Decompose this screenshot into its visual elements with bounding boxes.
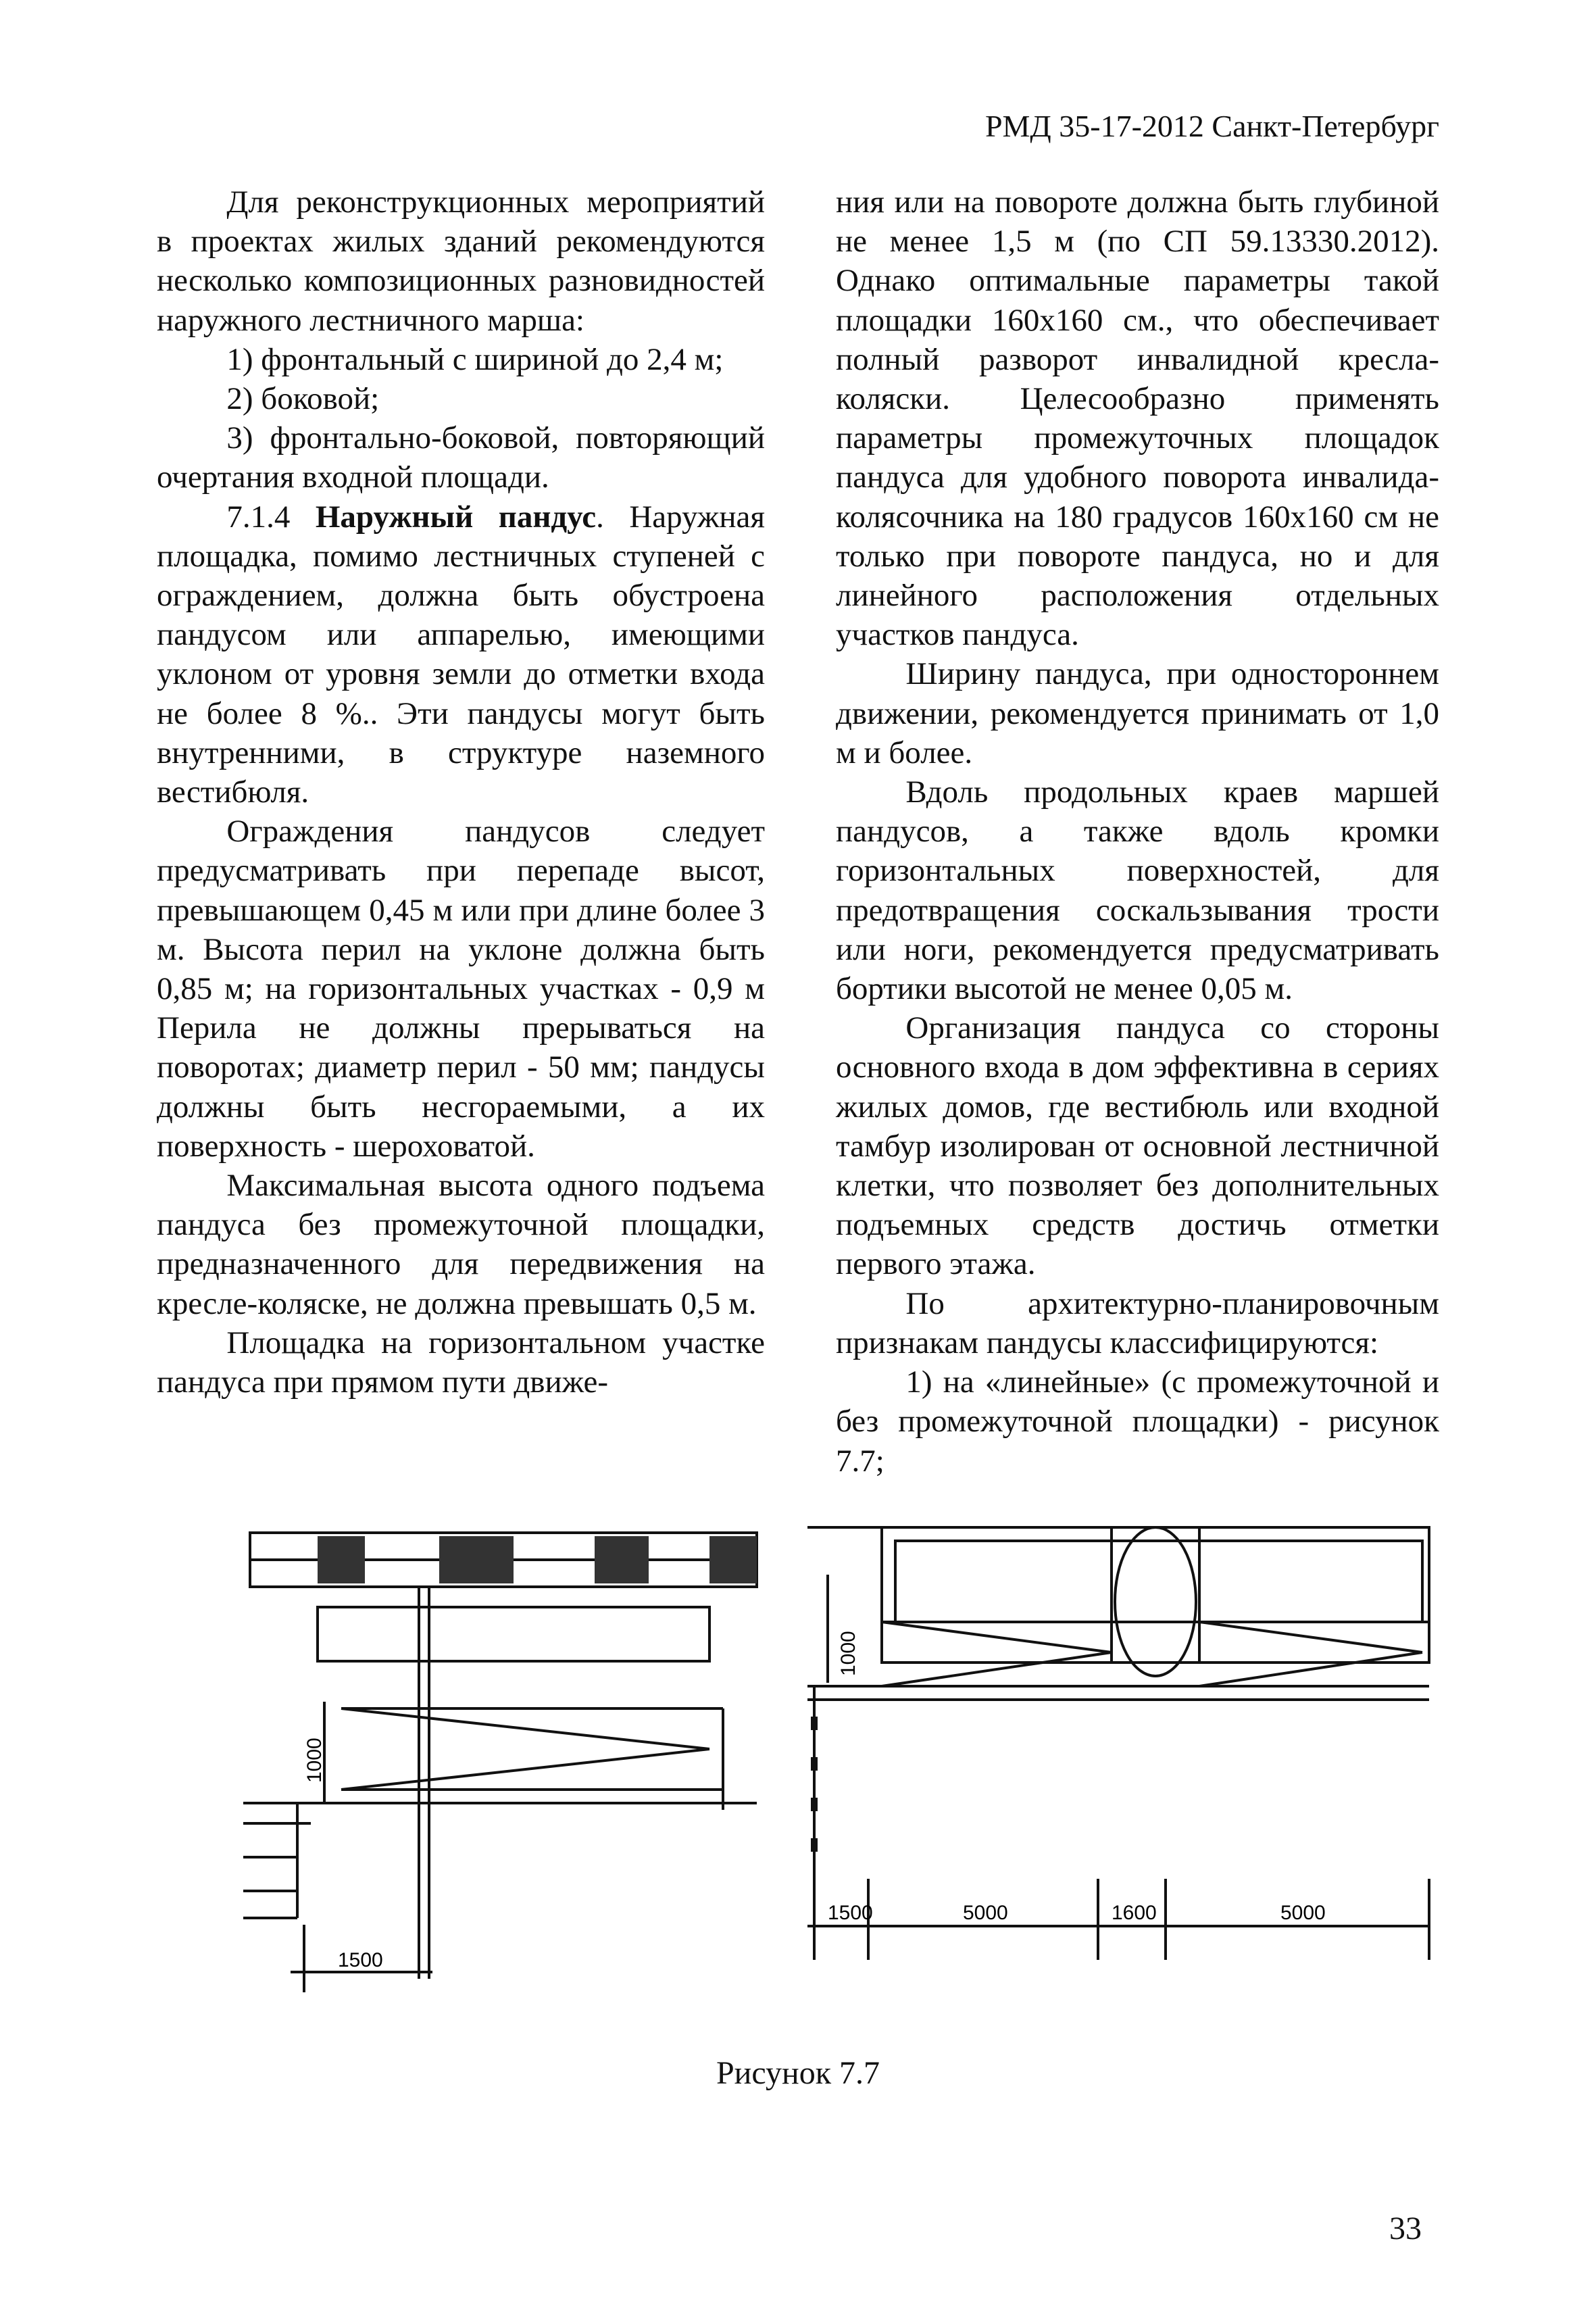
page-number: 33 — [1389, 2211, 1422, 2246]
dimension-1500: 1500 — [338, 1949, 383, 1971]
dimension-5000-a: 5000 — [963, 1902, 1008, 1924]
list-item: 1) на «линейные» (с промежуточной и без промежуточной площадки) - рисунок 7.7; — [836, 1364, 1439, 1479]
paragraph: ния или на повороте должна быть глубиной не менее 1,5 м (по СП 59.13330.2012). Однако оптимальные параметры такой площадки 160x160 см., что обеспечивает полный разворот инвалидной кресла-коляски. Целесообразно применять параметры промежуточных площадок пандуса для удобного поворота инвалида-колясочника на 180 градусов 160x160 см не только при повороте пандуса, но и для линейного расположения отдельных участков пандуса. — [836, 184, 1439, 653]
ramp-drawing-left-svg — [236, 1519, 777, 1992]
paragraph: По архитектурно-планировочным признакам пандусы классифицируются: — [836, 1285, 1439, 1360]
paragraph: Вдоль продольных краев маршей пандусов, а также вдоль кромки горизонтальных поверхностей, для предотвращения соскальзывания трости или ноги, рекомендуется предусматривать бортики высотой не менее 0,05 м. — [836, 774, 1439, 1007]
paragraph: Ширину пандуса, при одностороннем движении, рекомендуется принимать от 1,0 м и более. — [836, 656, 1439, 770]
section-number: 7.1.4 — [226, 499, 291, 535]
dimension-1500: 1500 — [828, 1902, 873, 1924]
list-item: 2) боковой; — [226, 381, 380, 417]
paragraph: Ограждения пандусов следует предусматривать при перепаде высот, превышающем 0,45 м или при длине более 3 м. Высота перил на уклоне должна быть 0,85 м; на горизонтальных участках - 0,9 м Перила не должны прерываться на поворотах; диаметр перил - 50 мм; пандусы должны быть несгораемыми, а их поверхность - шероховатой. — [157, 814, 765, 1164]
dimension-1000: 1000 — [837, 1631, 859, 1676]
list-item: 1) фронтальный с шириной до 2,4 м; — [226, 341, 724, 377]
ramp-drawing-right-svg — [794, 1514, 1443, 1987]
paragraph: Площадка на горизонтальном участке пандуса при прямом пути движе- — [157, 1325, 765, 1400]
ramp-drawing-left — [236, 1519, 777, 1992]
left-text-column — [157, 182, 765, 1402]
dimension-1600: 1600 — [1112, 1902, 1157, 1924]
paragraph: Максимальная высота одного подъема пандуса без промежуточной площадки, предназначенного для передвижения на кресле-коляске, не должна превышать 0,5 м. — [157, 1168, 765, 1321]
section-text: . Наружная площадка, помимо лестничных ступеней с ограждением, должна быть обустроена пандусом или аппарелью, имеющими уклоном от уровня земли до отметки входа не более 8 %.. Эти пандусы могут быть внутренними, в структуре наземного вестибюля. — [157, 499, 766, 810]
paragraph: Для реконструкционных мероприятий в проектах жилых зданий рекомендуются несколько композиционных разновидностей наружного лестничного марша: — [157, 184, 765, 338]
dimension-5000-b: 5000 — [1280, 1902, 1326, 1924]
dimension-1000: 1000 — [303, 1738, 326, 1783]
paragraph: Организация пандуса со стороны основного входа в дом эффективна в сериях жилых домов, где вестибюль или входной тамбур изолирован от основной лестничной клетки, что позволяет без дополнительных подъемных средств достичь отметки первого этажа. — [836, 1010, 1439, 1282]
right-text-column — [836, 182, 1439, 1481]
section-title: Наружный пандус — [315, 499, 597, 535]
paragraph-section-7-1-4 — [157, 497, 765, 812]
document-header: РМД 35-17-2012 Санкт-Петербург — [984, 109, 1439, 143]
figure-caption: Рисунок 7.7 — [716, 2055, 880, 2091]
ramp-drawing-right — [794, 1514, 1443, 1987]
list-item: 3) фронтально-боковой, повторяющий очертания входной площади. — [157, 420, 765, 495]
